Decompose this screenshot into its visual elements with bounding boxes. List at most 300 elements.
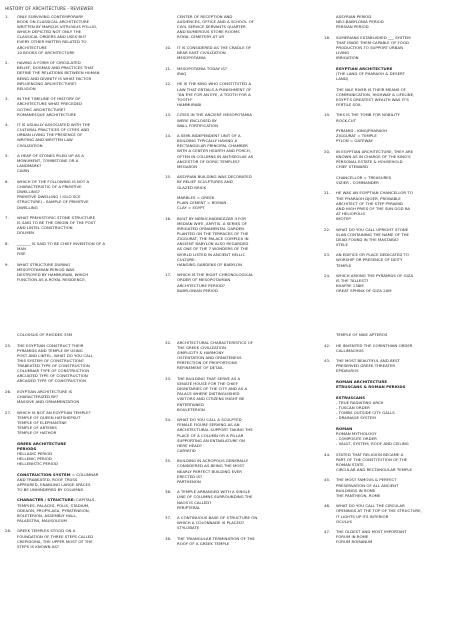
item-number: 47. — [324, 529, 331, 535]
text-line: FORUM ROMANUM — [336, 539, 373, 545]
text-line: CULTURE. — [177, 256, 196, 262]
text-line: AND TRABEATED, ROOF TRUSS — [17, 476, 78, 482]
text-line: INFLUENCING ARCHITECTURE? — [17, 80, 77, 86]
question-item — [165, 489, 307, 509]
item-number — [324, 426, 336, 446]
text-line: FERTILE SOIL — [336, 101, 362, 107]
text-line: REFINEMENT OF DETAIL — [177, 365, 224, 371]
text-line: OPENINGS AT THE TOP OF THE STRUCTURE, — [336, 508, 422, 514]
text-line: THIS IS THE TOMB FOR NOBILITY — [336, 112, 400, 118]
text-line: DEAD FOUND IN THE MASTABA? — [336, 236, 399, 242]
item-text — [17, 343, 147, 384]
text-line: CIRCULAR AND RECTANGULAR TEMPLE — [336, 466, 413, 472]
text-line: ROMAN ARCHITECTURE — [336, 379, 387, 385]
bottom-column-2 — [165, 340, 307, 552]
question-item — [165, 45, 307, 60]
bottom-column-3 — [324, 332, 466, 550]
question-item — [5, 472, 147, 492]
item-number — [324, 66, 336, 81]
item-number — [324, 128, 336, 143]
question-item — [324, 452, 466, 472]
text-line: SUPPORTING AN ENTABLATURE ON — [177, 437, 245, 443]
item-text — [177, 14, 307, 39]
text-line: GOTHIC ARCHITECTURE? — [17, 106, 66, 112]
text-line: EGYPTIAN ARCHITECTURE IS — [17, 388, 73, 394]
item-text — [17, 179, 147, 210]
text-line: VIZIER - COMMANDER — [336, 179, 379, 185]
text-line: ASSYRIAN PERIOD — [336, 14, 372, 19]
text-line: HELLENISTIC PERIOD — [17, 460, 58, 466]
text-line: EGYPTIAN ARCHITECTURE — [336, 65, 393, 71]
question-item — [165, 81, 307, 106]
item-text — [17, 389, 147, 404]
text-line: "AN EYE FOR AN EYE, A TOOTH FOR A — [177, 91, 251, 97]
question-item — [5, 262, 147, 282]
question-item — [324, 66, 466, 81]
question-item — [5, 60, 147, 91]
text-line: HE WAS AN EGYPTIAN CHANCELLOR TO — [336, 190, 413, 196]
text-line: THIS SYSTEM OF CONSTRUCTION? — [17, 357, 84, 363]
text-line: MONUMENT, TOMBSTONE OR A — [17, 158, 79, 164]
text-line: PART OF THE CONSTITUTION OF THE — [336, 456, 408, 462]
item-text — [177, 515, 307, 530]
question-item — [165, 14, 307, 39]
text-line: IRRIGATED ORNAMENTAL GARDEN — [177, 226, 245, 232]
question-item — [165, 66, 307, 76]
text-line: CITIES IN THE ANCIENT MESOPOTAMIA — [177, 112, 252, 118]
question-item — [324, 175, 466, 185]
item-number: 3. — [5, 96, 9, 102]
text-line: HANGING GARDENS OF BABYLON — [177, 261, 242, 267]
item-text — [177, 133, 307, 169]
item-text — [17, 153, 147, 173]
text-line: NAOS IS CALLED? — [177, 499, 212, 505]
text-line: HELLENIC PERIOD — [17, 455, 52, 461]
text-line: BOULETERION — [177, 406, 205, 412]
question-item — [324, 112, 466, 122]
item-number — [165, 14, 177, 39]
text-line: CONSTRUCTION SYSTEM = COLUMNAR — [17, 471, 99, 477]
text-line: STELE — [336, 241, 348, 247]
text-line: ARCUATED TYPE OF CONSTRUCTION — [17, 373, 88, 379]
text-line: PLANTED ON THE TERRACES OF THE — [177, 231, 249, 237]
text-line: ARCHITECTURAL CHARACTERISTICS OF — [177, 340, 253, 345]
question-item — [324, 529, 466, 544]
item-number: 27. — [5, 409, 12, 415]
text-line: THE PHARAOH DJOER, PROBABLE — [336, 195, 401, 201]
question-item — [5, 96, 147, 116]
question-item — [5, 179, 147, 210]
text-line: HELLADIC PERIOD — [17, 450, 53, 456]
text-line: CHARACTERIZED BY? — [17, 393, 59, 399]
item-text — [336, 190, 466, 221]
text-line: THE EGYPTIAN CONSTRUCT THEIR — [17, 342, 84, 348]
text-line: CLASSICAL ORDERS AND USES BUT — [17, 34, 87, 40]
text-line: IT IS CONSIDERED AS THE CRADLE OF — [177, 44, 252, 50]
item-text — [336, 426, 466, 446]
question-item — [324, 358, 466, 373]
text-line: TEMPLE OF ARTEMIS — [17, 424, 57, 430]
item-number: 35. — [165, 458, 172, 464]
text-line: VISITORS AND CITIZENS MIGHT BE — [177, 396, 245, 402]
item-number: 14. — [165, 133, 172, 139]
item-text — [336, 87, 466, 107]
text-line: TEMPLE OF NIKE APTEROS — [336, 332, 388, 337]
text-line: A SEMI-INDEPENDENT UNIT OF A — [177, 133, 241, 139]
question-item — [5, 215, 147, 235]
text-line: RECTANGULAR PRINCIPAL CHAMBER — [177, 143, 248, 149]
item-number — [324, 379, 336, 389]
text-line: MEDIAN WIFE, AMYTIS. A SERIES OF — [177, 221, 247, 226]
question-item — [165, 515, 307, 530]
question-item — [324, 273, 466, 293]
text-line: APPEARED, ENABLING LARGE SPACES — [17, 481, 91, 487]
question-item — [165, 536, 307, 546]
text-line: ROMANESQUE ARCHITECTURE — [17, 111, 77, 117]
question-item — [324, 190, 466, 221]
text-line: TEMPLES, PALACES, POLIS, STADIUM, — [17, 502, 90, 508]
text-line: DESTROYED BY HAMMURABI, WHICH — [17, 271, 89, 277]
text-line: BUILT BY NEBUCHADNEZZAR II FOR — [177, 215, 246, 221]
item-text — [177, 489, 307, 509]
item-number: 44. — [324, 451, 331, 457]
text-line: RELIGION — [17, 85, 36, 91]
text-line: THE OLDEST AND MOST IMPORTANT — [336, 529, 407, 535]
item-number: 24. — [324, 273, 331, 279]
item-number: 7. — [5, 215, 9, 221]
text-line: MAN — [17, 246, 26, 252]
text-line: CALLIMACHUS — [336, 347, 364, 353]
text-line: PERIODS — [17, 445, 37, 451]
text-line: KNOWN AS IN CHARGE OF THE KING'S — [336, 153, 411, 159]
text-line: PRESERVATION OF ALL ANCIENT — [336, 482, 399, 488]
item-number: 9. — [5, 261, 9, 267]
text-line: BELIEF, DOGMAS AND PRACTICES THAT — [17, 65, 94, 71]
text-line: ESTRUSCANS — [336, 394, 365, 400]
item-text — [177, 66, 307, 76]
item-number: 1. — [5, 14, 9, 19]
item-text — [177, 81, 307, 106]
item-number: 17. — [165, 272, 172, 278]
item-number: 37. — [165, 515, 172, 521]
question-item — [5, 441, 147, 466]
item-number: 8. — [5, 240, 9, 246]
text-line: WHICH A COLONNADE IS PLACED? — [177, 520, 245, 526]
item-number — [324, 175, 336, 185]
top-column-1 — [5, 14, 147, 288]
text-line: WRITING AND WRITTEN LAW — [17, 137, 73, 143]
text-line: PALAESTRA, MAUSOLEUM — [17, 517, 67, 523]
text-line: 10 BOOKS OF ARCHITECTURE — [17, 49, 75, 55]
question-item — [165, 174, 307, 189]
text-line: WHICH IS NOT AN EGYPTIAN TEMPLE? — [17, 409, 91, 415]
text-line: HE INVENTED THE CORINTHIAN ORDER — [336, 342, 413, 348]
item-text — [17, 441, 147, 466]
text-line: IMOTEP — [336, 215, 351, 221]
item-text — [336, 149, 466, 169]
item-text — [336, 395, 466, 420]
text-line: STYLOBATE — [177, 525, 200, 531]
item-text — [17, 241, 147, 256]
question-item — [165, 216, 307, 267]
text-line: FUNCTION AS A ROYAL RESIDENCE, — [17, 277, 86, 283]
item-number: 28. — [5, 528, 12, 534]
text-line: WORSHIP OR PRESENCE OF DEITY — [336, 257, 403, 263]
text-line: ROMAN MYTHOLOGY — [336, 430, 377, 436]
text-line: THE MOST BEAUTIFUL AND BEST — [336, 358, 400, 364]
text-line: THE TRIANGULAR TERMINATION OF THE — [177, 536, 255, 541]
text-line: IS SAID TO BE THE ORIGIN OF THE POST — [17, 220, 96, 226]
item-text — [177, 417, 307, 453]
bottom-column-1 — [5, 332, 147, 554]
question-item — [324, 14, 466, 29]
text-line: CIVILIZATION — [17, 142, 43, 148]
text-line: ROMAN STATE — [336, 461, 364, 467]
text-line: PRESERVED GREEK THREATER — [336, 363, 396, 369]
text-line: TEMPLE OF QUEEN HATSHEPSUT — [17, 414, 81, 420]
text-line: BY RELIEF SCULPTURES AND — [177, 179, 233, 185]
text-line: BEING AND DIVINITY IS WHAT FACTOR — [17, 75, 92, 81]
question-item — [165, 340, 307, 371]
item-text — [336, 227, 466, 247]
item-number — [324, 87, 336, 107]
item-text — [17, 122, 147, 147]
item-text — [336, 14, 466, 29]
text-line: AND NUMEROUS STORE ROOMS — [177, 29, 240, 35]
text-line: ORDER OF MESOPOTAMIAN — [177, 277, 231, 283]
item-text — [17, 472, 147, 492]
item-text — [177, 458, 307, 483]
item-text — [336, 529, 466, 544]
text-line: ANCESTOR OF DORIC TEMPLES? — [177, 158, 240, 164]
text-line: - TUSCAN ORDER — [336, 404, 370, 410]
item-text — [17, 528, 147, 548]
text-line: WHAT DO YOU CALL A SCULPTED — [177, 417, 242, 423]
text-line: ROCK-CUT — [336, 117, 356, 123]
text-line: MASSIVE AND ORNAMENTATION — [17, 399, 80, 405]
text-line: ANCIENT BABYLON ALSO REGARDED — [177, 241, 249, 247]
text-line: ONLY SURVIVING CONTEMPORARY — [17, 14, 84, 19]
item-text — [336, 175, 466, 185]
text-line: TEMPLE OF ELEPHANTINE — [17, 419, 67, 425]
item-text — [336, 332, 466, 337]
item-number: 19. — [324, 112, 331, 118]
text-line: LIVING — [336, 50, 350, 56]
item-number: 4. — [5, 122, 9, 128]
text-line: PYRAMID - KING/PHARAOH — [336, 128, 388, 134]
text-line: BUILDING TYPICALLY HAVING A — [177, 138, 238, 144]
text-line: OSTENTATION AND ORNATENESS — [177, 355, 242, 361]
text-line: SUMERIANS ESTABLISHED ___ SYSTEM — [336, 34, 411, 40]
text-line: SENATE HOUSE FOR THE CHIEF — [177, 381, 238, 387]
text-line: CULTURAL PRACTICES OF CITIES AND — [17, 127, 90, 133]
question-item — [324, 35, 466, 60]
text-line: PRIMITIVE DWELLING ! IGLO SCE — [17, 194, 81, 200]
question-item — [324, 379, 466, 389]
text-line: EPIDAUROS — [336, 368, 359, 374]
text-line: DWELLING — [17, 204, 38, 210]
text-line: ARCHITECTURAL SUPPORT TAKING THE — [177, 427, 253, 433]
item-text — [177, 45, 307, 60]
text-line: LAND) — [336, 75, 349, 81]
text-line: BOOK ON CLASSICAL ARCHITECTURE — [17, 19, 90, 25]
text-line: COLOSSUS OF RHODES 33M — [17, 332, 73, 337]
text-line: PYLON = GATEWAY — [336, 138, 373, 144]
item-number: 25. — [5, 342, 12, 348]
text-line: - VAULT, SYSTEM, ROOF AND CEILING — [336, 441, 409, 446]
text-line: BUILDING IN ACROPOLIS GENERALLY — [177, 458, 249, 464]
text-line: FIRE — [17, 251, 26, 257]
item-number: 21. — [324, 190, 331, 196]
question-item — [5, 410, 147, 435]
item-number: 18. — [324, 34, 331, 40]
item-text — [177, 272, 307, 292]
item-number: 43. — [324, 358, 331, 364]
text-line: ARCHITECTURE PERIOD? — [177, 282, 225, 288]
question-item — [5, 153, 147, 173]
question-item — [5, 528, 147, 548]
item-text — [177, 536, 307, 546]
text-line: KHAFRE 136M — [336, 283, 364, 289]
text-line: EVERY OTHER MATTER RELATED TO — [17, 39, 87, 45]
text-line: BOLETERION, ASSEMBLY HALL, — [17, 512, 77, 518]
item-text — [177, 112, 307, 127]
item-number — [5, 472, 17, 492]
item-text — [17, 332, 147, 337]
item-number — [324, 395, 336, 420]
question-item — [324, 252, 466, 267]
text-line: PYRAMIDS AND TEMPLE BY USING — [17, 347, 83, 353]
text-line: AN EDIFICE OR PLACE DEDICATED TO — [336, 252, 409, 258]
text-line: AND LINTEL CONSTRUCTION — [17, 225, 73, 231]
question-item — [324, 149, 466, 169]
text-line: CARYATID — [177, 447, 196, 453]
text-line: AUDIENCES, OFFICE AND A SCHOOL OF — [177, 19, 254, 25]
item-number: 11. — [165, 65, 172, 71]
text-line: WHAT PREHISTORIC STONE STRUCTURE — [17, 215, 96, 221]
text-line: IT LIGHTS UP ITS INTERIOR — [336, 513, 389, 519]
text-line: DOLMEN — [17, 230, 34, 236]
text-line: MEGARON — [177, 163, 198, 169]
text-line: WHAT DO YOU CALL THE CIRCULAR — [336, 503, 405, 509]
text-line: PLACE OF A COLUMN OR A PILLAR — [177, 432, 244, 438]
question-item — [165, 195, 307, 210]
text-line: ROMAN — [336, 425, 353, 431]
text-line: CONSIDERED AS BEING THE MOST — [177, 463, 245, 469]
text-line: ENTERTAINED — [177, 401, 204, 407]
text-line: LAW THAT ENTAILS A PUNISHMENT OF — [177, 86, 252, 92]
item-text — [177, 174, 307, 189]
item-number: 20. — [324, 148, 331, 154]
page-title: HISTORY OF ARCHITECTURE - REVIEWER — [5, 6, 94, 11]
text-line: IN EGYPTIAN ARCHITECTURE, THEY ARE — [336, 148, 414, 154]
question-item — [165, 272, 307, 292]
item-number — [165, 195, 177, 210]
item-number — [5, 497, 17, 522]
item-text — [336, 358, 466, 373]
item-number: 32. — [165, 340, 172, 345]
text-line: NEAR EAST CIVILIZATION — [177, 50, 226, 56]
text-line: MESOPOTAMIA TODAY IS? — [177, 65, 227, 71]
text-line: THAT MADE THEM CAPABLE OF FOOD — [336, 39, 409, 45]
item-number: 5. — [5, 153, 9, 159]
text-line: COLUMNAR TYPE OF CONSTRUCTION — [17, 368, 90, 374]
item-text — [336, 66, 466, 81]
text-line: IT IS USUALLY ASSOCIATED WITH THE — [17, 122, 91, 128]
text-line: CHIEF STEWARD — [336, 164, 369, 170]
text-line: MESOPOTAMIA — [177, 55, 206, 61]
item-text — [336, 112, 466, 122]
text-line: A HEAP OF STONES PILED UP AS A — [17, 153, 84, 159]
text-line: FORUM IN ROME — [336, 534, 369, 540]
item-text — [17, 497, 147, 522]
text-line: - TOMBS OUTSIDE CITY GALLS — [336, 410, 395, 416]
text-line: LINE OF COLUMNS SURROUNDING THE — [177, 494, 253, 500]
item-number: 33. — [165, 376, 172, 382]
text-line: THE NILE RIVER IS THEIR MEANS OF — [336, 86, 406, 92]
text-line: WRITTEN BY MARCUS VITRUVIUS POLLIO, — [17, 24, 98, 30]
text-line: STRUCTURE) - SAMPLE OF PRIMITIVE — [17, 199, 89, 205]
question-item — [324, 503, 466, 523]
text-line: SIMPLICITY & HARMONY — [177, 350, 224, 356]
text-line: PRODUCTION TO SUPPORT URBAN — [336, 44, 403, 50]
text-line: - COMPOSITE ORDER — [336, 435, 377, 441]
question-item — [324, 332, 466, 337]
text-line: EGYPT'S GREATEST WEALTH WAS IT'S — [336, 96, 409, 102]
text-line: IRAQ — [177, 70, 187, 76]
text-line: A CONTINUOUS BASE OF STRUCTURE ON — [177, 515, 258, 521]
text-line: TEMPLE OF HATHOR — [17, 430, 57, 435]
item-number: 26. — [5, 388, 12, 394]
item-text — [17, 410, 147, 435]
text-line: FOUNDATION OF THREE STEPS CALLED — [17, 533, 94, 539]
text-line: ARCADED TYPE OF CONSTRUCTION — [17, 378, 86, 384]
text-line: HAMMURABI — [177, 101, 202, 107]
item-text — [336, 273, 466, 293]
text-line: ZIGGURAT, THE PALACE COMPLEX IN — [177, 236, 249, 242]
question-item — [324, 426, 466, 446]
item-text — [336, 343, 466, 353]
text-line: GREAT SPHINX OF GIZA 20M — [336, 288, 392, 294]
text-line: CENTER OF RECEPTION AND — [177, 14, 233, 19]
item-number: 6. — [5, 179, 9, 185]
text-line: TO BE UNHINDERED BY COLUMNS — [17, 486, 84, 492]
item-text — [336, 128, 466, 143]
text-line: NEARLY PERFECT BUILDING EVER — [177, 468, 242, 474]
text-line: LANDMARK? — [17, 163, 42, 169]
question-item — [324, 227, 466, 247]
text-line: MESOPOTAMIAN PERIOD WAS — [17, 266, 75, 272]
text-line: HAVING A FORM OF CIRCULATED — [17, 60, 81, 66]
question-item — [165, 133, 307, 169]
text-line: ARCHITECT OF THE STEP PYRAMID — [336, 200, 403, 206]
item-text — [336, 503, 466, 523]
text-line: IN THE TIMELINE OF HISTORY OF — [17, 96, 81, 102]
item-number — [5, 441, 17, 466]
text-line: WORLD LISTED IN ANCIENT HELLIC — [177, 251, 246, 257]
text-line: THE MOST FAMOUS & PERFECT — [336, 477, 397, 483]
text-line: IRRIGATION — [336, 55, 359, 61]
text-line: WHICH AMONG THE PYRAMIDS OF GIZA — [336, 273, 414, 279]
text-line: FEMALE FIGURE SERVING AS AN — [177, 422, 240, 428]
text-line: CAIRN — [17, 168, 30, 174]
item-text — [17, 96, 147, 116]
text-line: MARBLES = GREEK — [177, 195, 215, 201]
item-number — [324, 14, 336, 29]
text-line: HE IS THE KING WHO CONSTITUTED A — [177, 81, 252, 87]
text-line: WHAT STRUCTURE DURING — [17, 261, 71, 267]
question-item — [5, 343, 147, 384]
